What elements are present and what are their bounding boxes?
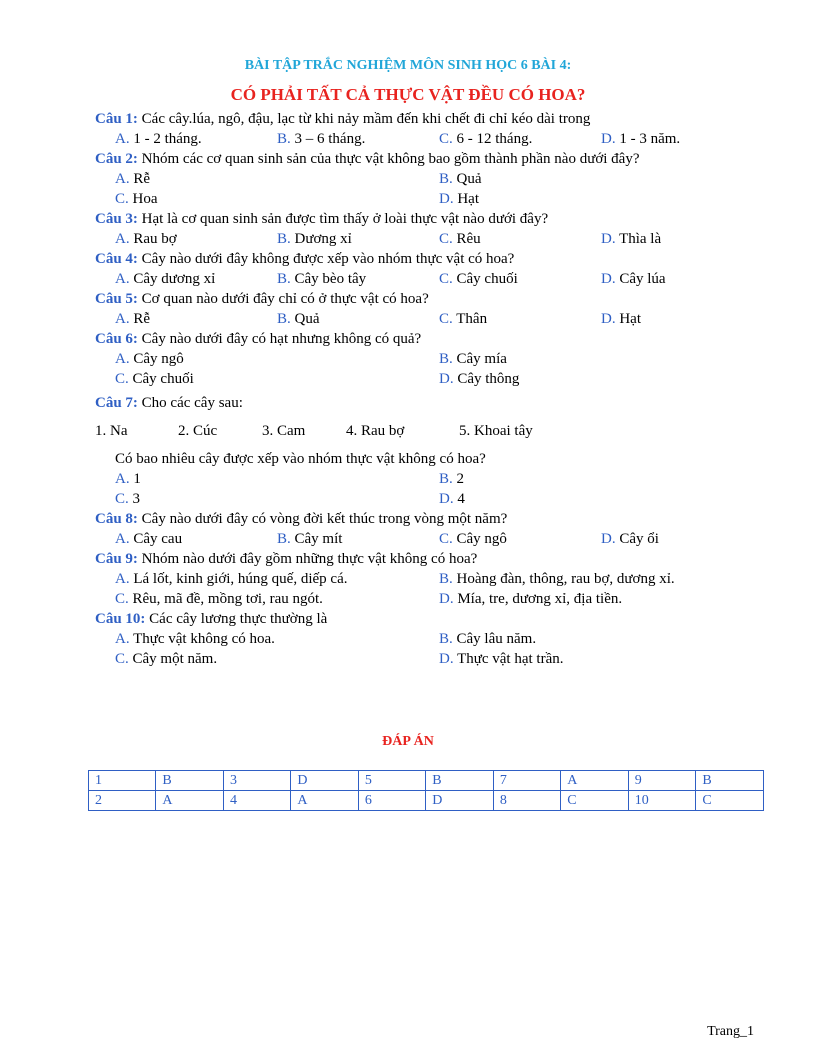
table-cell: D — [426, 791, 494, 811]
question-10 — [95, 609, 755, 669]
option-c: C. Cây chuối — [115, 371, 194, 387]
option-d: D. Hạt — [601, 311, 642, 327]
document-title: BÀI TẬP TRẮC NGHIỆM MÔN SINH HỌC 6 BÀI 4: — [244, 58, 572, 73]
option-b: B. 3 – 6 tháng. — [277, 131, 366, 147]
table-cell: 9 — [628, 771, 696, 791]
question-text: Các cây lương thực thường là — [145, 611, 328, 627]
table-cell: 7 — [493, 771, 560, 791]
table-cell: 2 — [89, 791, 156, 811]
question-prompt: Có bao nhiêu cây được xếp vào nhóm thực vật không có hoa? — [115, 451, 486, 467]
question-text: Cây nào dưới đây không được xếp vào nhóm thực vật có hoa? — [137, 251, 515, 267]
table-cell: 10 — [628, 791, 696, 811]
option-b: B. Hoàng đàn, thông, rau bợ, dương xỉ. — [439, 571, 675, 587]
question-3 — [95, 209, 755, 249]
option-a: A. Rễ — [115, 311, 151, 327]
answer-key-table — [88, 770, 764, 811]
option-c: C. Hoa — [115, 191, 158, 207]
option-d: D. Thực vật hạt trần. — [439, 651, 564, 667]
table-row — [89, 791, 764, 811]
option-d: D. Cây ổi — [601, 531, 659, 547]
option-d: D. Hạt — [439, 191, 480, 207]
option-c: C. Cây ngô — [439, 531, 507, 547]
option-d: D. Mía, tre, dương xỉ, địa tiền. — [439, 591, 623, 607]
plant-item: 2. Cúc — [178, 423, 218, 439]
option-a: A. Rễ — [115, 171, 151, 187]
option-b: B. Dương xỉ — [277, 231, 352, 247]
option-b: B. Cây bèo tây — [277, 271, 367, 287]
table-cell: B — [156, 771, 224, 791]
table-cell: B — [696, 771, 764, 791]
option-d: D. Cây lúa — [601, 271, 666, 287]
option-b: B. Cây mít — [277, 531, 343, 547]
option-b: B. Quả — [277, 311, 320, 327]
question-label: Câu 5: — [95, 291, 138, 307]
page-number: Trang_1 — [707, 1024, 754, 1039]
table-cell: 1 — [89, 771, 156, 791]
table-cell: 4 — [223, 791, 290, 811]
question-9 — [95, 549, 755, 609]
plant-item: 3. Cam — [262, 423, 306, 439]
option-a: A. 1 — [115, 471, 141, 487]
answer-key-title: ĐÁP ÁN — [382, 734, 434, 749]
question-label: Câu 10: — [95, 611, 146, 627]
table-row — [89, 771, 764, 791]
option-a: A. Thực vật không có hoa. — [115, 631, 275, 647]
question-text: Cây nào dưới đây có vòng đời kết thúc trong vòng một năm? — [137, 511, 508, 527]
option-b: B. 2 — [439, 471, 465, 487]
table-cell: C — [696, 791, 764, 811]
option-a: A. 1 - 2 tháng. — [115, 131, 202, 147]
question-2 — [95, 149, 755, 209]
question-text: Cho các cây sau: — [137, 395, 243, 411]
option-d: D. Thìa là — [601, 231, 662, 247]
option-b: B. Cây mía — [439, 351, 507, 367]
question-list — [95, 109, 755, 669]
question-text: Nhóm các cơ quan sinh sản của thực vật không bao gồm thành phần nào dưới đây? — [137, 151, 640, 167]
plant-list — [95, 421, 755, 441]
option-d: D. 4 — [439, 491, 465, 507]
option-b: B. Cây lâu năm. — [439, 631, 537, 647]
question-5 — [95, 289, 755, 329]
option-b: B. Quả — [439, 171, 482, 187]
table-cell: 6 — [358, 791, 425, 811]
option-c: C. Thân — [439, 311, 488, 327]
question-label: Câu 2: — [95, 151, 138, 167]
question-label: Câu 9: — [95, 551, 138, 567]
question-label: Câu 6: — [95, 331, 138, 347]
option-c: C. Cây một năm. — [115, 651, 218, 667]
question-text: Nhóm nào dưới đây gồm những thực vật không có hoa? — [137, 551, 478, 567]
document-subtitle: CÓ PHẢI TẤT CẢ THỰC VẬT ĐỀU CÓ HOA? — [230, 85, 586, 104]
plant-item: 1. Na — [95, 423, 128, 439]
table-cell: A — [291, 791, 359, 811]
question-text: Cây nào dưới đây có hạt nhưng không có quả? — [137, 331, 422, 347]
option-a: A. Lá lốt, kinh giới, húng quế, diếp cá. — [115, 571, 348, 587]
plant-item: 4. Rau bợ — [346, 423, 405, 439]
option-d: D. Cây thông — [439, 371, 520, 387]
table-cell: D — [291, 771, 359, 791]
question-4 — [95, 249, 755, 289]
option-c: C. 6 - 12 tháng. — [439, 131, 533, 147]
question-label: Câu 7: — [95, 395, 138, 411]
question-text: Cơ quan nào dưới đây chỉ có ở thực vật có hoa? — [137, 291, 429, 307]
table-cell: C — [561, 791, 629, 811]
question-label: Câu 3: — [95, 211, 138, 227]
question-7 — [95, 393, 755, 509]
table-cell: 3 — [223, 771, 290, 791]
question-8 — [95, 509, 755, 549]
question-text: Các cây.lúa, ngô, đậu, lạc từ khi nảy mầm đến khi chết đi chỉ kéo dài trong — [137, 111, 591, 127]
option-a: A. Cây dương xỉ — [115, 271, 216, 287]
table-cell: 5 — [358, 771, 425, 791]
option-a: A. Cây ngô — [115, 351, 184, 367]
question-label: Câu 4: — [95, 251, 138, 267]
table-cell: A — [156, 791, 224, 811]
option-c: C. Rêu, mã đề, mồng tơi, rau ngót. — [115, 591, 323, 607]
question-text: Hạt là cơ quan sinh sản được tìm thấy ở loài thực vật nào dưới đây? — [137, 211, 549, 227]
option-a: A. Rau bợ — [115, 231, 177, 247]
table-cell: A — [561, 771, 629, 791]
option-c: C. Cây chuối — [439, 271, 518, 287]
option-c: C. 3 — [115, 491, 141, 507]
table-cell: B — [426, 771, 494, 791]
option-c: C. Rêu — [439, 231, 481, 247]
question-label: Câu 8: — [95, 511, 138, 527]
question-label: Câu 1: — [95, 111, 138, 127]
question-1 — [95, 109, 755, 149]
option-a: A. Cây cau — [115, 531, 183, 547]
plant-item: 5. Khoai tây — [459, 423, 533, 439]
option-d: D. 1 - 3 năm. — [601, 131, 681, 147]
question-6 — [95, 329, 755, 389]
table-cell: 8 — [493, 791, 560, 811]
